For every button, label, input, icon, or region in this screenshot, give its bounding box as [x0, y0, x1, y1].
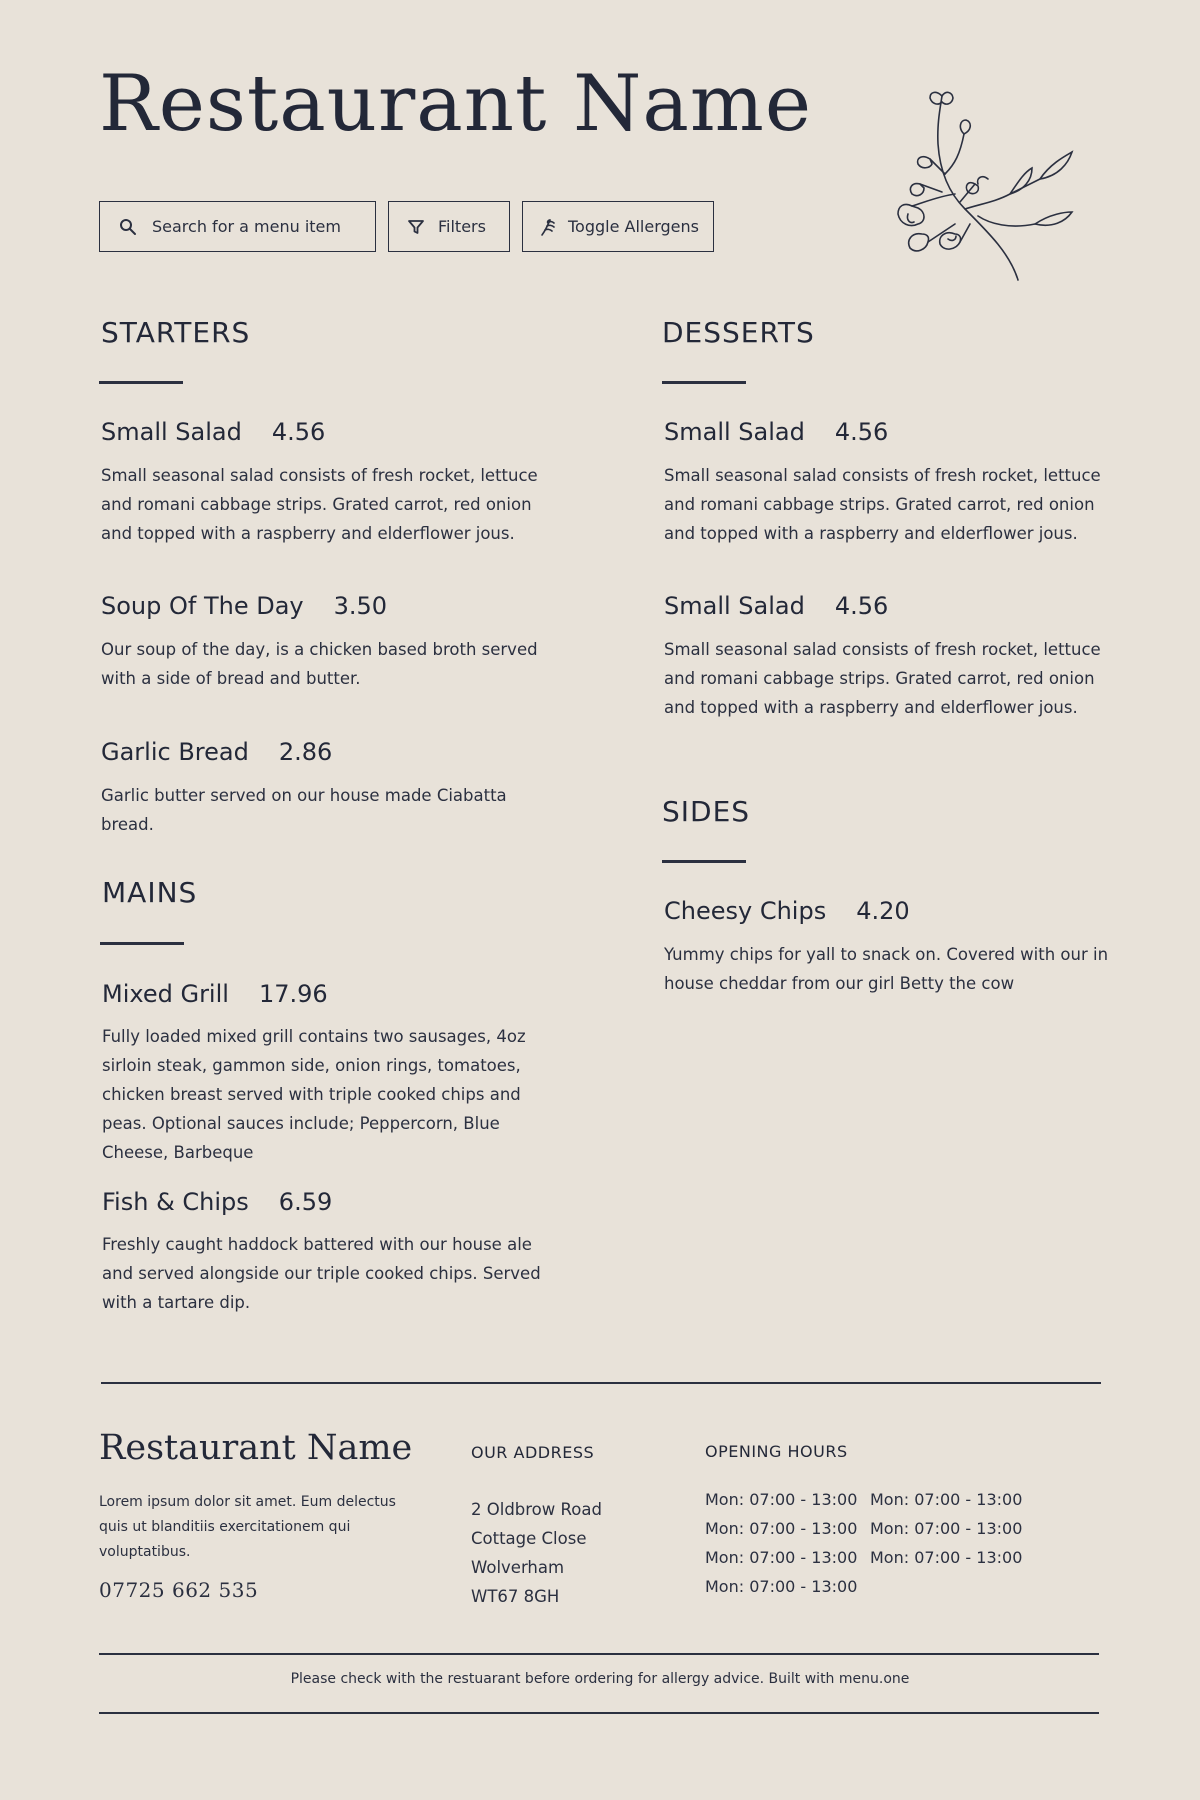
- item-price: 4.56: [271, 418, 326, 446]
- address-heading: OUR ADDRESS: [471, 1443, 595, 1462]
- item-description: Freshly caught haddock battered with our house ale and served alongside our triple cooked chips. Served with a tartare dip.: [102, 1235, 541, 1312]
- item-name: Small Salad: [664, 418, 805, 446]
- item-price: 2.86: [278, 738, 333, 766]
- item-price: 6.59: [278, 1188, 333, 1216]
- address-line: Cottage Close: [471, 1529, 587, 1548]
- section-title-mains: MAINS: [102, 876, 198, 909]
- item-name: Cheesy Chips: [664, 897, 827, 925]
- menu-item-heading: [101, 592, 387, 620]
- item-description: Yummy chips for yall to snack on. Covered with our in house cheddar from our girl Betty the cow: [664, 945, 1109, 993]
- section-title-desserts: DESSERTS: [662, 316, 815, 349]
- menu-item-heading: [102, 1188, 332, 1216]
- address-line: WT67 8GH: [471, 1587, 560, 1606]
- item-name: Soup Of The Day: [101, 592, 304, 620]
- address-line: 2 Oldbrow Road: [471, 1500, 602, 1519]
- hours-entry: Mon: 07:00 - 13:00: [705, 1490, 858, 1509]
- search-input[interactable]: [99, 201, 376, 252]
- item-description: Small seasonal salad consists of fresh rocket, lettuce and romani cabbage strips. Grated carrot, red onion and topped with a raspberry and elderflower jous.: [664, 640, 1101, 717]
- item-price: 4.20: [856, 897, 910, 925]
- section-divider: [662, 381, 746, 384]
- item-description: Small seasonal salad consists of fresh rocket, lettuce and romani cabbage strips. Grated carrot, red onion and topped with a raspberry and elderflower jous.: [664, 466, 1101, 543]
- section-title-sides: SIDES: [662, 795, 751, 828]
- item-name: Mixed Grill: [102, 980, 229, 1008]
- hours-entry: Mon: 07:00 - 13:00: [870, 1519, 1023, 1538]
- search-placeholder: Search for a menu item: [152, 217, 341, 236]
- toggle-allergens-label: Toggle Allergens: [568, 217, 699, 236]
- hours-entry: Mon: 07:00 - 13:00: [705, 1519, 858, 1538]
- item-description: Fully loaded mixed grill contains two sausages, 4oz sirloin steak, gammon side, onion rings, tomatoes, chicken breast served with triple cooked chips and peas. Optional sauces include; Peppercorn, Blue Cheese, Barbeque: [102, 1027, 526, 1162]
- address-line: Wolverham: [471, 1558, 565, 1577]
- item-price: 4.56: [834, 418, 889, 446]
- menu-item-heading: [101, 418, 325, 446]
- hours-entry: Mon: 07:00 - 13:00: [870, 1490, 1023, 1509]
- item-name: Fish & Chips: [102, 1188, 249, 1216]
- menu-item-heading: [101, 738, 332, 766]
- footer-blurb: Lorem ipsum dolor sit amet. Eum delectus quis ut blanditiis exercitationem qui voluptatibus.: [99, 1494, 396, 1560]
- footer-divider: [99, 1712, 1099, 1714]
- menu-item-heading: [664, 418, 888, 446]
- section-title-starters: STARTERS: [101, 316, 251, 349]
- footer-divider: [99, 1653, 1099, 1655]
- item-name: Garlic Bread: [101, 738, 249, 766]
- filters-label: Filters: [438, 217, 486, 236]
- item-price: 4.56: [834, 592, 889, 620]
- section-divider: [99, 381, 183, 384]
- footer-divider: [101, 1382, 1101, 1384]
- menu-item-heading: [664, 592, 888, 620]
- section-divider: [100, 942, 184, 945]
- menu-item-heading: [664, 897, 910, 925]
- filter-icon: [406, 217, 426, 237]
- item-description: Our soup of the day, is a chicken based broth served with a side of bread and butter.: [101, 640, 538, 688]
- allergy-footnote: Please check with the restuarant before ordering for allergy advice. Built with menu.one: [290, 1671, 910, 1687]
- hours-entry: Mon: 07:00 - 13:00: [870, 1548, 1023, 1567]
- search-icon: [118, 217, 138, 237]
- item-name: Small Salad: [101, 418, 242, 446]
- floral-sprig-illustration: [860, 84, 1080, 284]
- hours-entry: Mon: 07:00 - 13:00: [705, 1548, 858, 1567]
- toggle-allergens-button[interactable]: [522, 201, 714, 252]
- footer-restaurant-name: Restaurant Name: [99, 1428, 413, 1468]
- filters-button[interactable]: [388, 201, 510, 252]
- hours-entry: Mon: 07:00 - 13:00: [705, 1577, 858, 1596]
- section-divider: [662, 860, 746, 863]
- wheat-icon: [538, 217, 558, 237]
- item-name: Small Salad: [664, 592, 805, 620]
- item-description: Garlic butter served on our house made Ciabatta bread.: [101, 786, 507, 834]
- item-description: Small seasonal salad consists of fresh rocket, lettuce and romani cabbage strips. Grated carrot, red onion and topped with a raspberry and elderflower jous.: [101, 466, 538, 543]
- item-price: 17.96: [258, 980, 328, 1008]
- menu-item-heading: [102, 980, 328, 1008]
- item-price: 3.50: [333, 592, 388, 620]
- opening-hours-heading: OPENING HOURS: [705, 1442, 848, 1461]
- phone-number: 07725 662 535: [99, 1578, 259, 1602]
- restaurant-title: Restaurant Name: [99, 59, 813, 149]
